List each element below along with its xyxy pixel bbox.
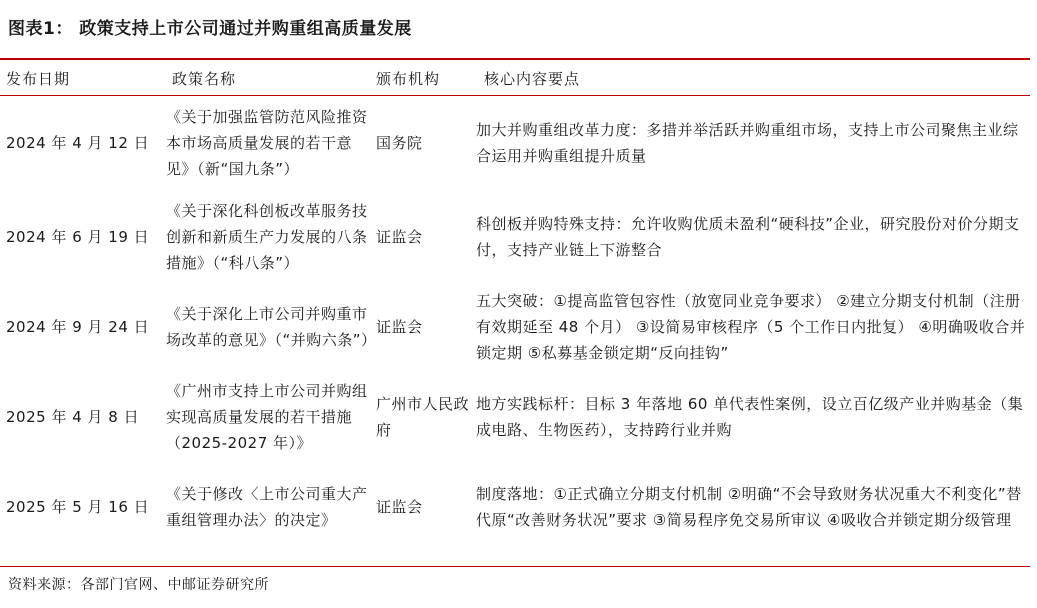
figure-title: 图表1： 政策支持上市公司通过并购重组高质量发展 [8, 19, 412, 39]
header-issuing-body: 颁布机构 [376, 69, 441, 88]
row-issuing-body: 广州市人民政府 [376, 395, 470, 439]
row-key-points: 科创板并购特殊支持：允许收购优质未盈利“硬科技”企业，研究股份对价分期支付，支持产业链上下游整合 [476, 215, 1020, 259]
table-row [0, 462, 1030, 552]
row-policy-name: 《广州市支持上市公司并购组实现高质量发展的若干措施（2025-2027 年）》 [166, 382, 368, 452]
row-key-points: 加大并购重组改革力度：多措并举活跃并购重组市场，支持上市公司聚焦主业综合运用并购重组提升质量 [476, 121, 1019, 165]
row-issuing-body: 国务院 [376, 134, 423, 152]
header-bottom-rule [0, 95, 1030, 96]
table-bottom-rule [0, 566, 1030, 567]
table-row [0, 94, 1030, 192]
row-date: 2024 年 9 月 24 日 [6, 318, 150, 336]
row-key-points: 地方实践标杆：目标 3 年落地 60 单代表性案例，设立百亿级产业并购基金（集成电路、生物医药），支持跨行业并购 [476, 395, 1024, 439]
row-policy-name: 《关于修改〈上市公司重大产重组管理办法〉的决定》 [166, 485, 368, 529]
header-policy-name: 政策名称 [172, 69, 237, 88]
row-policy-name: 《关于深化科创板改革服务技创新和新质生产力发展的八条措施》（“科八条”） [166, 202, 368, 272]
table-row [0, 372, 1030, 462]
row-date: 2025 年 4 月 8 日 [6, 408, 140, 426]
table-row [0, 192, 1030, 282]
row-date: 2024 年 4 月 12 日 [6, 134, 150, 152]
header-key-points: 核心内容要点 [484, 69, 581, 88]
row-key-points: 制度落地：①正式确立分期支付机制 ②明确“不会导致财务状况重大不利变化”替代原“改善财务状况”要求 ③简易程序免交易所审议 ④吸收合并锁定期分级管理 [476, 485, 1022, 529]
row-issuing-body: 证监会 [376, 318, 423, 336]
row-date: 2025 年 5 月 16 日 [6, 498, 150, 516]
header-top-rule [0, 58, 1030, 60]
policy-table [0, 62, 1030, 552]
row-issuing-body: 证监会 [376, 498, 423, 516]
row-policy-name: 《关于深化上市公司并购重市场改革的意见》（“并购六条”） [166, 305, 377, 349]
source-note: 资料来源：各部门官网、中邮证券研究所 [8, 577, 269, 593]
table-header-row [0, 62, 1030, 94]
header-date: 发布日期 [6, 69, 71, 88]
table-row [0, 282, 1030, 372]
row-key-points: 五大突破：①提高监管包容性（放宽同业竞争要求） ②建立分期支付机制（注册有效期延至 48 个月） ③设简易审核程序（5 个工作日内批复） ④明确吸收合并锁定期 ⑤私募基金锁定期“反向挂钩” [476, 292, 1026, 362]
row-date: 2024 年 6 月 19 日 [6, 228, 150, 246]
row-policy-name: 《关于加强监管防范风险推资本市场高质量发展的若干意见》（新“国九条”） [166, 108, 368, 178]
row-issuing-body: 证监会 [376, 228, 423, 246]
